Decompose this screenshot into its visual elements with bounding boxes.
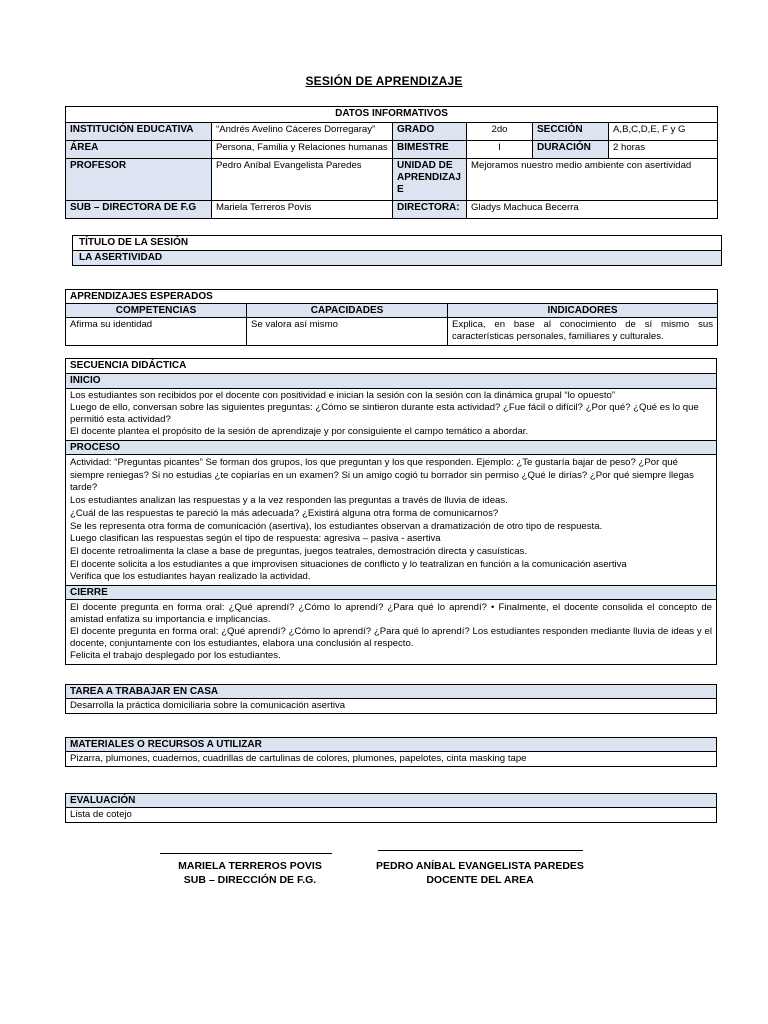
inicio-content: [66, 389, 717, 441]
tarea-value: Desarrolla la práctica domiciliaria sobre la comunicación asertiva: [66, 699, 717, 714]
unidad-label: UNIDAD DE APRENDIZAJ E: [393, 159, 467, 201]
inicio-line: Los estudiantes son recibidos por el docente con positividad e inician la sesión con la sesión con la dinámica grupal “lo opuesto”: [70, 390, 616, 401]
duracion-label: DURACIÓN: [533, 141, 609, 159]
signature-left-role: SUB – DIRECCIÓN DE F.G.: [183, 874, 317, 886]
aprendizajes-header: APRENDIZAJES ESPERADOS: [66, 290, 718, 304]
cierre-line: Felicita el trabajo desplegado por los estudiantes.: [70, 650, 281, 662]
materiales-table: [65, 737, 717, 767]
proceso-line: Los estudiantes analizan las respuestas y a la vez responden las preguntas a través de lluvia de ideas.: [70, 495, 508, 507]
seccion-label: SECCIÓN: [533, 123, 609, 141]
subdirectora-value: Mariela Terreros Povis: [212, 201, 393, 219]
aprendizajes-table: [65, 289, 718, 346]
capacidad-cell: Se valora así mismo: [247, 318, 448, 346]
proceso-line: Verifica que los estudiantes hayan realizado la actividad.: [70, 571, 311, 583]
evaluacion-value: Lista de cotejo: [66, 808, 717, 823]
materiales-header: MATERIALES O RECURSOS A UTILIZAR: [66, 738, 717, 752]
titulo-sesion-label: TÍTULO DE LA SESIÓN: [73, 236, 722, 251]
subdirectora-label: SUB – DIRECTORA DE F.G: [66, 201, 212, 219]
proceso-line: El docente retroalimenta la clase a base de preguntas, juegos teatrales, demostración directa y casuísticas.: [70, 545, 528, 557]
signature-left-name: MARIELA TERREROS POVIS: [178, 860, 322, 872]
area-value: Persona, Familia y Relaciones humanas: [212, 141, 393, 159]
unidad-value: Mejoramos nuestro medio ambiente con asertividad: [467, 159, 718, 201]
col-capacidades: CAPACIDADES: [247, 304, 448, 318]
titulo-sesion-table: [72, 235, 722, 266]
page-title: SESIÓN DE APRENDIZAJE: [305, 74, 463, 88]
bimestre-value: I: [467, 141, 533, 159]
col-competencias: COMPETENCIAS: [66, 304, 247, 318]
cierre-label: CIERRE: [66, 586, 717, 600]
proceso-label: PROCESO: [66, 441, 717, 455]
proceso-line: El docente solicita a los estudiantes a que improvisen situaciones de conflicto y lo teatralizan en función a la comunicación asertiva: [70, 558, 627, 570]
signature-line-right: [378, 850, 583, 851]
directora-value: Gladys Machuca Becerra: [467, 201, 718, 219]
inicio-line: El docente plantea el propósito de la sesión de aprendizaje y por consiguiente el campo temático a abordar.: [70, 426, 529, 437]
proceso-line: Luego clasifican las respuestas según el tipo de respuesta: agresiva – pasiva - asertiva: [70, 533, 441, 545]
proceso-content: [66, 455, 717, 586]
profesor-value: Pedro Aníbal Evangelista Paredes: [212, 159, 393, 201]
inicio-label: INICIO: [66, 374, 717, 389]
bimestre-label: BIMESTRE: [393, 141, 467, 159]
indicador-cell: Explica, en base al conocimiento de sí mismo sus características personales, familiares y culturales.: [448, 318, 718, 346]
proceso-line: Actividad: “Preguntas picantes” Se forman dos grupos, los que preguntan y los que responden. Ejemplo: ¿Te gustaría bajar de peso? ¿Por qué siempre reniegas? Si no estudias ¿te copiarías en un examen? Si un amigo cogió tu borrador sin permiso ¿Qué le dirías? ¿Por qué siempre llegas tarde?: [70, 457, 694, 494]
grado-label: GRADO: [393, 123, 467, 141]
cierre-line: El docente pregunta en forma oral: ¿Qué aprendí? ¿Cómo lo aprendí? ¿Para qué lo aprendí? • Finalmente, el docente consolida el concepto de amistad enfatiza su importancia e implicancias.: [70, 602, 712, 626]
signature-left: [150, 859, 350, 887]
tarea-header: TAREA A TRABAJAR EN CASA: [66, 685, 717, 699]
signature-right-role: DOCENTE DEL AREA: [426, 874, 534, 886]
institucion-label: INSTITUCIÓN EDUCATIVA: [66, 123, 212, 141]
signature-right-name: PEDRO ANÍBAL EVANGELISTA PAREDES: [376, 860, 584, 872]
area-label: ÁREA: [66, 141, 212, 159]
grado-value: 2do: [467, 123, 533, 141]
proceso-line: Se les representa otra forma de comunicación (asertiva), los estudiantes observan a dramatización de otro tipo de respuesta.: [70, 520, 603, 532]
secuencia-table: [65, 358, 717, 665]
competencia-cell: Afirma su identidad: [66, 318, 247, 346]
tarea-table: [65, 684, 717, 714]
proceso-line: ¿Cuál de las respuestas te pareció la más adecuada? ¿Existirá alguna otra forma de comunicarnos?: [70, 507, 499, 519]
datos-header: DATOS INFORMATIVOS: [66, 107, 718, 123]
duracion-value: 2 horas: [609, 141, 718, 159]
evaluacion-header: EVALUACIÓN: [66, 794, 717, 808]
cierre-content: [66, 600, 717, 665]
titulo-sesion-value: LA ASERTIVIDAD: [73, 251, 722, 266]
datos-informativos-table: [65, 106, 718, 219]
institucion-value: “Andrés Avelino Cáceres Dorregaray”: [212, 123, 393, 141]
directora-label: DIRECTORA:: [393, 201, 467, 219]
inicio-line: Luego de ello, conversan sobre las siguientes preguntas: ¿Cómo se sintieron durante esta actividad? ¿Fue fácil o difícil? ¿Por qué? ¿Qué es lo que permitió esta actividad?: [70, 402, 699, 425]
cierre-line: El docente pregunta en forma oral: ¿Qué aprendí? ¿Cómo lo aprendí? ¿Para qué lo aprendí? Los estudiantes responden mediante lluvia de ideas y el docente, conjuntamente con los estudiantes, elabora una conclusión al respecto.: [70, 626, 712, 650]
secuencia-header: SECUENCIA DIDÁCTICA: [66, 359, 717, 374]
signature-line-left: [160, 853, 332, 854]
seccion-value: A,B,C,D,E, F y G: [609, 123, 718, 141]
profesor-label: PROFESOR: [66, 159, 212, 201]
signature-right: [370, 859, 590, 887]
materiales-value: Pizarra, plumones, cuadernos, cuadrillas de cartulinas de colores, plumones, papelotes, cinta masking tape: [66, 752, 717, 767]
col-indicadores: INDICADORES: [448, 304, 718, 318]
evaluacion-table: [65, 793, 717, 823]
